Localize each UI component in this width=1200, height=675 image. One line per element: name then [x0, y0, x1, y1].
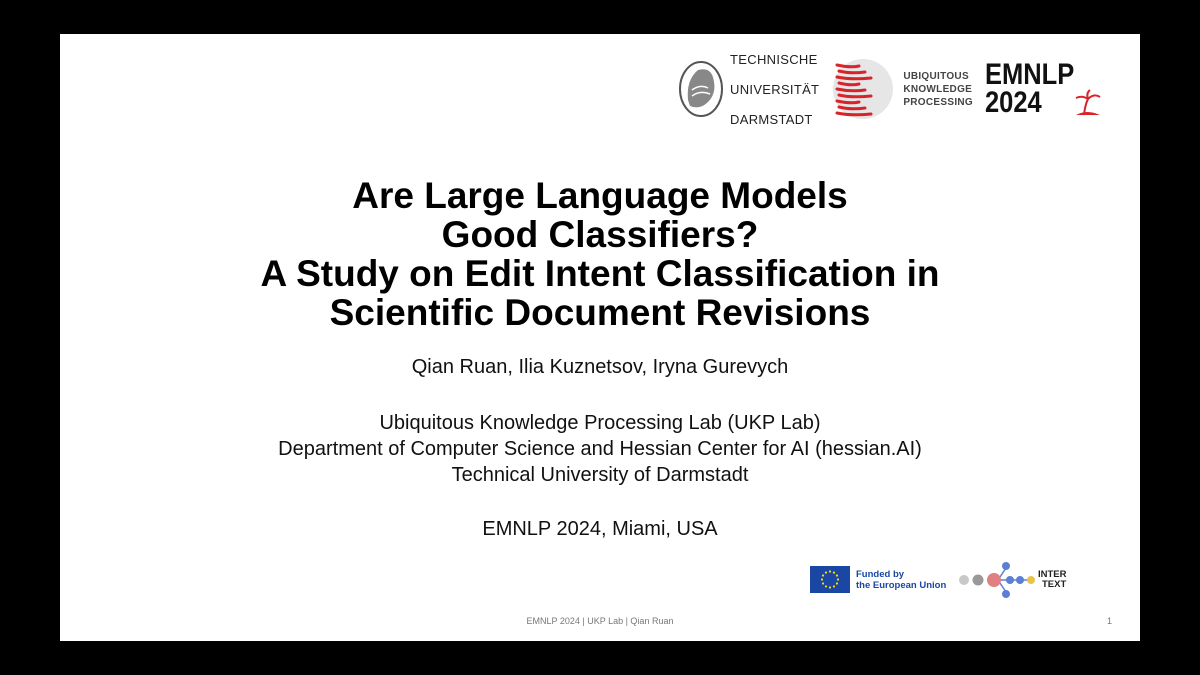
tu-line-1: TECHNISCHE: [730, 51, 818, 67]
title-line-1: Are Large Language Models: [352, 175, 848, 216]
eu-line-2: the European Union: [856, 579, 947, 591]
affiliation-line-2: Department of Computer Science and Hessian Center for AI (hessian.AI): [278, 438, 922, 460]
slide-title: [60, 176, 1140, 332]
emnlp-line-1: EMNLP: [985, 58, 1075, 91]
eu-line-1: Funded by: [856, 568, 905, 580]
intertext-line-2: TEXT: [1042, 579, 1067, 590]
intertext-line-1: INTER: [1038, 569, 1067, 580]
intertext-graph-icon: [958, 560, 1042, 600]
tu-line-3: DARMSTADT: [730, 111, 813, 127]
affiliation-line-3: Technical University of Darmstadt: [451, 464, 749, 486]
page-number: 1: [1106, 616, 1112, 626]
ukp-logo: [831, 57, 973, 121]
eu-flag-icon: [810, 566, 850, 593]
affiliation-line-1: Ubiquitous Knowledge Processing Lab (UKP Lab): [379, 412, 821, 434]
eu-funding-logo: [810, 566, 946, 593]
authors: Qian Ruan, Ilia Kuznetsov, Iryna Gurevych: [411, 356, 789, 378]
header-logos: [678, 51, 1102, 127]
slide-footer: EMNLP 2024 | UKP Lab | Qian Ruan: [526, 616, 674, 626]
intertext-logo: [958, 560, 1067, 600]
emnlp-logo: [985, 58, 1102, 119]
emnlp-line-2: 2024: [985, 86, 1042, 119]
palm-tree-icon: [1072, 89, 1102, 117]
title-line-2: Good Classifiers?: [441, 214, 759, 255]
slide: [60, 34, 1140, 641]
ukp-line-3: PROCESSING: [903, 96, 973, 108]
ukp-line-1: UBIQUITOUS: [903, 70, 969, 82]
conference-line: EMNLP 2024, Miami, USA: [482, 518, 718, 540]
title-line-3: A Study on Edit Intent Classification in: [260, 253, 940, 294]
title-line-4: Scientific Document Revisions: [329, 292, 871, 333]
tu-line-2: UNIVERSITÄT: [730, 81, 820, 97]
athena-head-icon: [678, 60, 724, 118]
affiliations: [60, 410, 1140, 488]
ukp-globe-icon: [831, 57, 895, 121]
ukp-line-2: KNOWLEDGE: [903, 83, 973, 95]
tu-darmstadt-logo: [678, 37, 819, 142]
